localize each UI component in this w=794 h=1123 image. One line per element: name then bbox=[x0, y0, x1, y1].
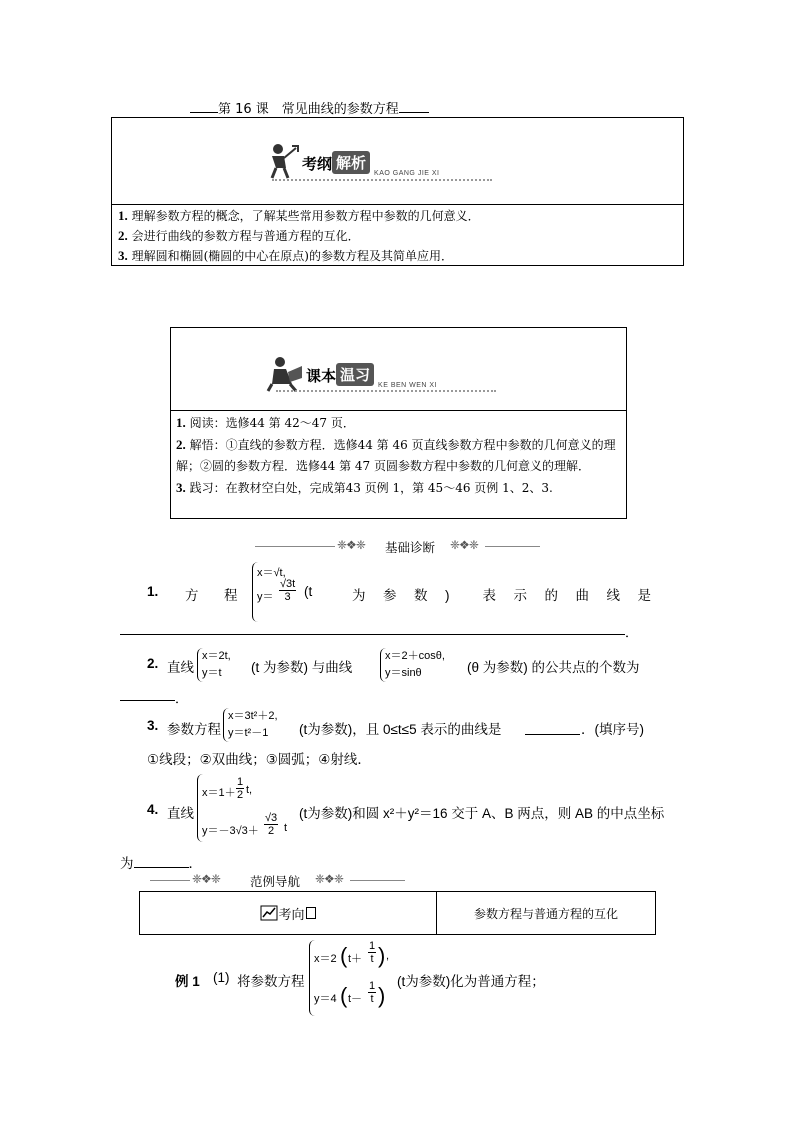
fraction-denominator: 2 bbox=[237, 789, 244, 801]
answer-blank[interactable] bbox=[120, 634, 625, 635]
ornament-left-icon: ❈❖❈ bbox=[192, 872, 220, 886]
question-text: (t为参数)化为普通方程； bbox=[397, 974, 545, 989]
banner-main-text: 考纲 bbox=[302, 155, 333, 173]
question-text: ． bbox=[188, 856, 202, 871]
question-text: 方 程 bbox=[185, 588, 244, 603]
fraction-denominator: 3 bbox=[284, 591, 291, 603]
question-text: (t为参数)和圆 x²＋y²＝16 交于 A、B 两点，则 AB 的中点坐标 bbox=[299, 806, 665, 821]
question-number: 3. bbox=[147, 718, 159, 733]
equation-line: t, bbox=[246, 784, 253, 796]
question-text: (t为参数)，且 0≤t≤5 表示的曲线是 bbox=[299, 722, 502, 737]
question-text: 参数方程 bbox=[167, 722, 221, 737]
equation-line: x＝√t, bbox=[257, 567, 286, 579]
fraction-numerator: √3 bbox=[265, 812, 278, 824]
question-2 bbox=[147, 648, 677, 684]
question-text: (t 为参数) 与曲线 bbox=[251, 660, 353, 675]
paren-right: ) bbox=[378, 983, 386, 1008]
fraction-denominator: t bbox=[370, 953, 374, 965]
question-text: (θ 为参数) 的公共点的个数为 bbox=[467, 660, 640, 675]
checkbox-icon bbox=[306, 907, 316, 919]
equation-system bbox=[197, 648, 251, 682]
equation-line: x＝1＋ bbox=[202, 787, 236, 799]
banner-main-text: 课本 bbox=[306, 367, 337, 385]
question-text: 直线 bbox=[167, 806, 194, 821]
fraction-numerator: √3t bbox=[280, 578, 296, 590]
answer-blank[interactable] bbox=[120, 700, 175, 701]
fraction-numerator: 1 bbox=[369, 980, 376, 992]
section-divider-examples bbox=[150, 872, 405, 888]
fraction-numerator: 1 bbox=[237, 776, 244, 788]
equation-line: , bbox=[386, 950, 390, 962]
paren-left: ( bbox=[340, 983, 348, 1008]
question-text: 直线 bbox=[167, 660, 194, 675]
paren-left: ( bbox=[340, 943, 348, 968]
question-text: (1) bbox=[213, 970, 230, 985]
section-heading: 范例导航 bbox=[250, 875, 301, 889]
banner-underline bbox=[276, 390, 496, 392]
equation-system bbox=[309, 940, 393, 1016]
ornament-right-icon: ❈❖❈ bbox=[315, 872, 343, 886]
trend-chart-icon bbox=[260, 905, 278, 921]
ornament-left-icon: ❈❖❈ bbox=[337, 538, 365, 552]
equation-system bbox=[223, 708, 293, 742]
topic-value-cell bbox=[437, 892, 656, 935]
question-4-line2 bbox=[120, 852, 202, 872]
question-text: 为 参 数 ) 表 示 的 曲 线 是 bbox=[352, 588, 653, 603]
question-1 bbox=[147, 562, 677, 632]
divider-line-left bbox=[150, 880, 190, 881]
equation-line: t＋ bbox=[348, 953, 363, 965]
fraction-numerator: 1 bbox=[369, 940, 376, 952]
banner-highlight-text: 解析 bbox=[332, 151, 370, 174]
question-3 bbox=[147, 708, 677, 744]
question-number: 4. bbox=[147, 802, 159, 817]
topic-table bbox=[139, 891, 656, 935]
equation-line: t bbox=[284, 822, 288, 834]
lesson-title: 第 16 课 常见曲线的参数方程 bbox=[190, 98, 429, 118]
paren-right: ) bbox=[378, 943, 386, 968]
equation-system bbox=[197, 774, 301, 842]
review-items bbox=[176, 412, 622, 499]
equation-line: t－ bbox=[348, 993, 363, 1005]
list-item: 1. 阅读：选修44 第 42～47 页． bbox=[176, 415, 355, 430]
equation-line: y＝sinθ bbox=[385, 667, 422, 679]
question-number: 1. bbox=[147, 584, 159, 599]
topic-value: 参数方程与普通方程的互化 bbox=[473, 906, 618, 921]
equation-line: x＝2 bbox=[314, 953, 337, 965]
review-banner bbox=[266, 352, 496, 392]
person-reading-icon bbox=[266, 354, 306, 392]
syllabus-banner bbox=[262, 140, 492, 180]
question-text: 将参数方程 bbox=[237, 974, 305, 989]
equation-line: y＝4 bbox=[314, 993, 337, 1005]
equation-system bbox=[380, 648, 466, 682]
answer-blank[interactable] bbox=[525, 718, 580, 735]
list-item: 1. 理解参数方程的概念，了解某些常用参数方程中参数的几何意义． bbox=[118, 208, 480, 223]
section-heading: 基础诊断 bbox=[385, 541, 436, 555]
question-text: (t bbox=[304, 584, 313, 599]
divider-line-right bbox=[485, 546, 540, 547]
fraction-denominator: 2 bbox=[268, 825, 275, 837]
equation-line: x＝3t²＋2, bbox=[228, 710, 278, 722]
equation-line: y＝－3√3＋ bbox=[202, 825, 259, 837]
ornament-right-icon: ❈❖❈ bbox=[450, 538, 478, 552]
box-divider bbox=[112, 204, 683, 205]
fraction bbox=[236, 776, 244, 801]
banner-underline bbox=[272, 179, 492, 181]
question-text: ． bbox=[625, 625, 639, 640]
equation-line: x＝2t, bbox=[202, 650, 231, 662]
equation-line: y＝t bbox=[202, 667, 222, 679]
fraction bbox=[368, 980, 376, 1005]
banner-highlight-text: 温习 bbox=[336, 363, 374, 386]
syllabus-box bbox=[111, 117, 684, 266]
list-item: 2. 会进行曲线的参数方程与普通方程的互化． bbox=[118, 228, 360, 243]
banner-subtitle: KE BEN WEN XI bbox=[378, 382, 438, 389]
question-text: 为 bbox=[120, 856, 134, 871]
example-1 bbox=[175, 940, 615, 1018]
fraction-denominator: t bbox=[370, 993, 374, 1005]
section-divider-basic bbox=[255, 538, 540, 554]
list-item: 2. 解悟：①直线的参数方程．选修44 第 46 页直线参数方程中参数的几何意义的理解；②圆的参数方程．选修44 第 47 页圆参数方程中参数的几何意义的理解． bbox=[176, 437, 616, 473]
fraction bbox=[264, 812, 278, 837]
equation-line: y＝ bbox=[257, 591, 274, 603]
list-item: 3. 践习：在教材空白处，完成第43 页例 1，第 45～46 页例 1、2、3. bbox=[176, 480, 553, 495]
answer-blank[interactable] bbox=[134, 853, 189, 868]
list-item: 3. 理解圆和椭圆(椭圆的中心在原点)的参数方程及其简单应用． bbox=[118, 248, 453, 263]
fraction bbox=[368, 940, 376, 965]
divider-line-left bbox=[255, 546, 335, 547]
topic-label-cell bbox=[140, 892, 437, 935]
question-number: 2. bbox=[147, 656, 159, 671]
question-3-options: ①线段；②双曲线；③圆弧；④射线． bbox=[147, 752, 371, 767]
banner-subtitle: KAO GANG JIE XI bbox=[374, 170, 440, 177]
example-label: 例 1 bbox=[175, 974, 200, 989]
question-4 bbox=[147, 772, 677, 842]
textbook-review-box bbox=[170, 327, 627, 519]
question-text: ．(填序号) bbox=[581, 722, 644, 737]
person-climbing-icon bbox=[262, 142, 302, 180]
topic-label: 考向 bbox=[278, 906, 305, 922]
divider-line-right bbox=[350, 880, 405, 881]
equation-line: x＝2＋cosθ, bbox=[385, 650, 445, 662]
equation-line: y＝t²－1 bbox=[228, 727, 269, 739]
fraction bbox=[279, 578, 296, 603]
question-text: ． bbox=[175, 691, 189, 706]
syllabus-items bbox=[118, 206, 678, 266]
box-divider bbox=[171, 410, 626, 411]
